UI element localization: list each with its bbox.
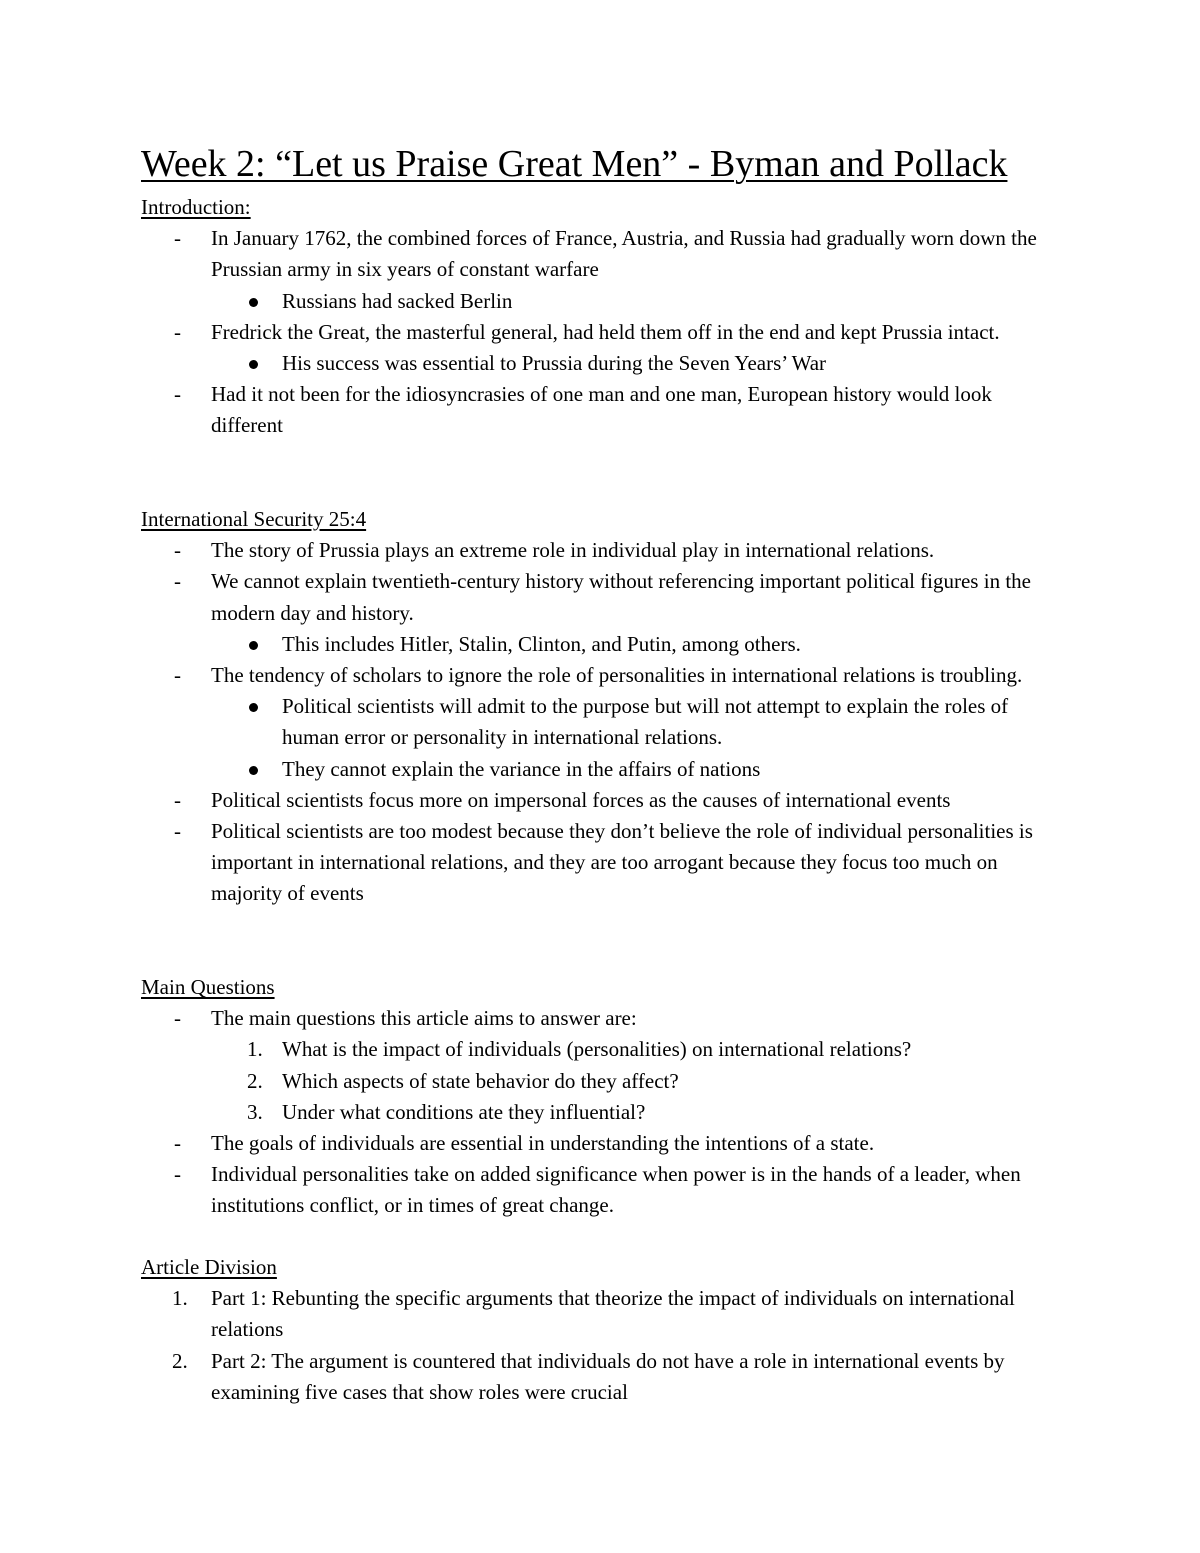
bullet-icon: [249, 641, 258, 650]
dash-marker: -: [174, 226, 181, 251]
list-item-text: Had it not been for the idiosyncrasies of one man and one man, European history would look different: [211, 382, 992, 438]
bullet-list: [141, 535, 1061, 909]
item-number: 1.: [247, 1037, 263, 1062]
list-item: [141, 317, 1061, 348]
numbered-item: [141, 1283, 1061, 1345]
list-item-text: In January 1762, the combined forces of France, Austria, and Russia had gradually worn down the Prussian army in six years of constant warfare: [211, 226, 1037, 282]
list-item: [141, 286, 1061, 317]
dash-marker: -: [174, 1131, 181, 1156]
bullet-icon: [249, 360, 258, 369]
item-number: 1.: [172, 1286, 188, 1311]
section-international-security: [141, 504, 1061, 910]
list-item-text: Individual personalities take on added significance when power is in the hands of a leader, when institutions conflict, or in times of great change.: [211, 1162, 1021, 1218]
list-item: [141, 223, 1061, 285]
bullet-icon: [249, 298, 258, 307]
list-item-text: The goals of individuals are essential in understanding the intentions of a state.: [211, 1131, 875, 1156]
list-item: [141, 816, 1061, 910]
numbered-item: [141, 1097, 1061, 1128]
list-item: [141, 1128, 1061, 1159]
dash-marker: -: [174, 1162, 181, 1187]
bullet-list: [141, 1003, 1061, 1221]
dash-marker: -: [174, 382, 181, 407]
list-item-text: Political scientists are too modest because they don’t believe the role of individual personalities is important in international relations, and they are too arrogant because they focus too much on majority of events: [211, 819, 1033, 906]
numbered-item: [141, 1346, 1061, 1408]
section-main-questions: [141, 972, 1061, 1222]
list-item: [141, 379, 1061, 441]
list-item: [141, 535, 1061, 566]
list-item-text: Under what conditions ate they influential?: [282, 1099, 646, 1124]
dash-marker: -: [174, 787, 181, 812]
section-article-division: [141, 1252, 1061, 1408]
list-item-text: Political scientists focus more on impersonal forces as the causes of international events: [211, 787, 951, 812]
list-item-text: What is the impact of individuals (personalities) on international relations?: [282, 1037, 912, 1062]
bullet-list: [141, 223, 1061, 441]
list-item: [141, 1159, 1061, 1221]
item-number: 2.: [247, 1068, 263, 1093]
numbered-list: [141, 1283, 1061, 1408]
section-introduction: [141, 192, 1061, 442]
list-item: [141, 660, 1061, 691]
list-item-text: Russians had sacked Berlin: [282, 288, 513, 313]
list-item: [141, 566, 1061, 628]
numbered-item: [141, 1066, 1061, 1097]
dash-marker: -: [174, 1006, 181, 1031]
dash-marker: -: [174, 663, 181, 688]
list-item: [141, 785, 1061, 816]
numbered-item: [141, 1034, 1061, 1065]
section-heading: Article Division: [141, 1255, 277, 1279]
list-item-text: They cannot explain the variance in the affairs of nations: [282, 756, 761, 781]
item-number: 3.: [247, 1099, 263, 1124]
list-item: [141, 691, 1061, 753]
list-item-text: This includes Hitler, Stalin, Clinton, and Putin, among others.: [282, 631, 801, 656]
list-item-text: The tendency of scholars to ignore the role of personalities in international relations is troubling.: [211, 663, 1023, 688]
list-item-text: Part 2: The argument is countered that individuals do not have a role in international events by examining five cases that show roles were crucial: [211, 1348, 1005, 1404]
dash-marker: -: [174, 569, 181, 594]
item-number: 2.: [172, 1348, 188, 1373]
dash-marker: -: [174, 819, 181, 844]
list-item-text: His success was essential to Prussia during the Seven Years’ War: [282, 351, 827, 376]
list-item-text: We cannot explain twentieth-century history without referencing important political figures in the modern day and history.: [211, 569, 1031, 625]
list-item-text: The story of Prussia plays an extreme role in individual play in international relations.: [211, 538, 935, 563]
list-item-text: Political scientists will admit to the purpose but will not attempt to explain the roles of human error or personality in international relations.: [282, 694, 1009, 750]
dash-marker: -: [174, 538, 181, 563]
list-item-text: Fredrick the Great, the masterful general, had held them off in the end and kept Prussia intact.: [211, 319, 1000, 344]
list-item: [141, 348, 1061, 379]
page-title: Week 2: “Let us Praise Great Men” - Byman and Pollack: [141, 143, 1008, 185]
section-heading: Introduction:: [141, 195, 251, 219]
bullet-icon: [249, 766, 258, 775]
section-heading: Main Questions: [141, 975, 275, 999]
list-item: [141, 1003, 1061, 1034]
section-heading: International Security 25:4: [141, 507, 367, 531]
list-item: [141, 629, 1061, 660]
list-item-text: Part 1: Rebunting the specific arguments that theorize the impact of individuals on international relations: [211, 1286, 1015, 1342]
dash-marker: -: [174, 319, 181, 344]
list-item-text: The main questions this article aims to answer are:: [211, 1006, 637, 1031]
list-item: [141, 754, 1061, 785]
list-item-text: Which aspects of state behavior do they affect?: [282, 1068, 679, 1093]
bullet-icon: [249, 703, 258, 712]
